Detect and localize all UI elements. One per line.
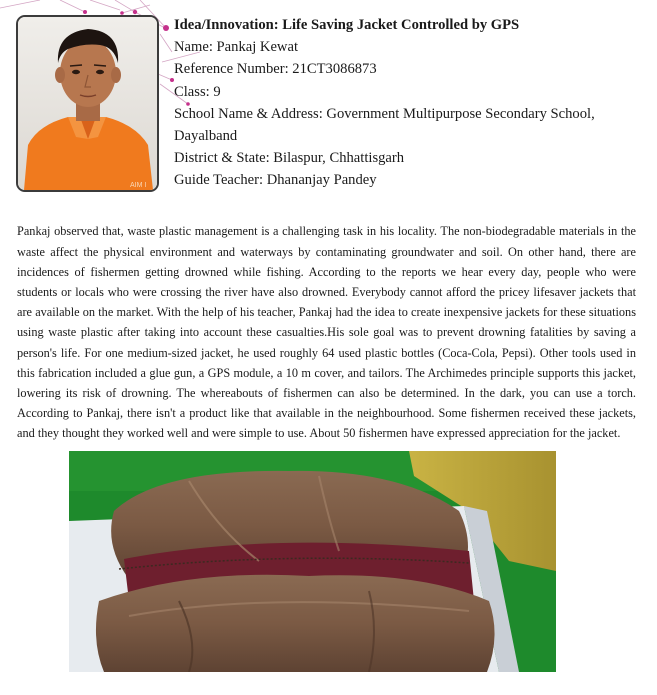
student-class: Class: 9 [174,83,221,100]
student-portrait [18,17,157,190]
student-photo [16,15,159,192]
school-name-line-1: School Name & Address: Government Multipurpose Secondary School, [174,105,595,122]
student-name: Name: Pankaj Kewat [174,39,299,56]
guide-teacher: Guide Teacher: Dhananjay Pandey [174,172,377,189]
shirt-logo-text: AIM I [130,182,147,189]
jacket-photo [69,451,556,672]
project-title: Idea/Innovation: Life Saving Jacket Controlled by GPS [174,17,520,33]
student-info [174,14,644,192]
district-state: District & State: Bilaspur, Chhattisgarh [174,150,405,167]
reference-number: Reference Number: 21CT3086873 [174,61,377,78]
project-description: Pankaj observed that, waste plastic management is a challenging task in his locality. The non-biodegradable materials in the waste affect the physical environment and waterways by contaminating groundwater and soil. On other hand, there are incidences of fishermen getting drowned while fishing. According to the reports we hear every day, people who were students or locals who were crossing the river have also drowned. Everybody cannot afford the pricey lifesaver jackets that are available on the market. With the help of his teacher, Pankaj had the idea to create inexpensive jackets for these situations using waste plastic after taking into account these casualties.His sole goal was to prevent drowning fatalities by saving a person's life. For one medium-sized jacket, he used roughly 64 used plastic bottles (Coca-Cola, Pepsi). Other tools used in this fabrication included a glue gun, a GPS module, a 10 m cover, and tailors. The Archimedes principle supports this jacket, lowering its risk of drowning. The whereabouts of fishermen can also be determined. In the dark, you can use a torch. According to Pankaj, there isn't a product like that available in the neighbourhood. Some fishermen received these jackets, and they thought they worked well and were simple to use. About 50 fishermen have expressed appreciation for the jacket. [17,224,636,441]
jacket-illustration [69,451,556,672]
school-name-line-2: Dayalband [174,128,238,145]
